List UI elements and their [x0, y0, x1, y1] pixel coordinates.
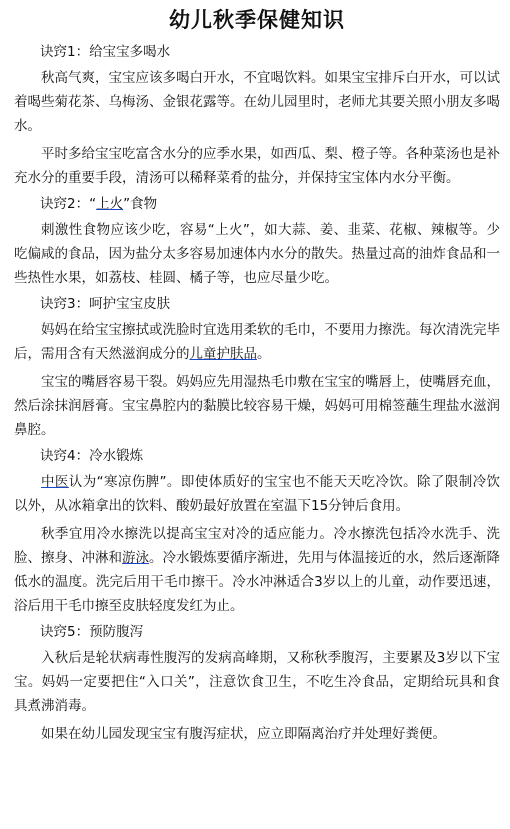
- section-4-paragraph-1: [14, 470, 500, 518]
- section-4-paragraph-2: [14, 522, 500, 618]
- heading-2-prefix: 诀窍2：“: [40, 196, 97, 212]
- section-heading-1: 诀窍1：给宝宝多喝水: [40, 44, 171, 60]
- section-4-p1-text: 认为“寒凉伤脾”。即使体质好的宝宝也不能天天吃冷饮。除了限制冷饮以外，从冰箱拿出的饮料、酸奶最好放置在室温下15分钟后食用。: [14, 474, 500, 514]
- section-3-paragraph-1: [14, 318, 500, 366]
- section-heading-5: 诀窍5：预防腹泻: [40, 624, 144, 640]
- section-heading-4: 诀窍4：冷水锻炼: [40, 448, 144, 464]
- section-4-p2-end: 。冷水锻炼要循序渐进，先用与体温接近的水，然后逐渐降低水的温度。洗完后用干毛巾擦干。冷水冲淋适合3岁以上的儿童，动作要迅速，浴后用干毛巾擦至皮肤轻度发红为止。: [14, 550, 500, 614]
- tcm-link[interactable]: 中医: [41, 474, 69, 490]
- section-1-paragraph-1: 秋高气爽，宝宝应该多喝白开水，不宜喝饮料。如果宝宝排斥白开水，可以试着喝些菊花茶、乌梅汤、金银花露等。在幼儿园里时，老师尤其要关照小朋友多喝水。: [14, 70, 500, 134]
- section-4-p2-text: 秋季宜用冷水擦洗以提高宝宝对冷的适应能力。冷水擦洗包括冷水洗手、洗脸、擦身、冲淋和: [14, 526, 500, 566]
- heading-2-suffix: ”食物: [123, 196, 158, 212]
- shanghuo-link[interactable]: 上火: [96, 196, 124, 212]
- section-3-paragraph-2: 宝宝的嘴唇容易干裂。妈妈应先用湿热毛巾敷在宝宝的嘴唇上，使嘴唇充血，然后涂抹润唇膏。宝宝鼻腔内的黏膜比较容易干燥，妈妈可用棉签蘸生理盐水滋润鼻腔。: [14, 374, 500, 438]
- section-heading-3: 诀窍3：呵护宝宝皮肤: [40, 296, 171, 312]
- section-5-paragraph-2: 如果在幼儿园发现宝宝有腹泻症状，应立即隔离治疗并处理好粪便。: [41, 726, 446, 742]
- section-5-paragraph-1: 入秋后是轮状病毒性腹泻的发病高峰期，又称秋季腹泻，主要累及3岁以下宝宝。妈妈一定要把住“入口关”，注意饮食卫生，不吃生冷食品，定期给玩具和食具煮沸消毒。: [14, 650, 500, 714]
- section-heading-2: [40, 194, 500, 214]
- section-1-paragraph-2: 平时多给宝宝吃富含水分的应季水果，如西瓜、梨、橙子等。各种菜汤也是补充水分的重要手段，清汤可以稀释菜肴的盐分，并保持宝宝体内水分平衡。: [14, 146, 500, 186]
- section-2-paragraph-1: 刺激性食物应该少吃，容易“上火”，如大蒜、姜、韭菜、花椒、辣椒等。少吃偏咸的食品，因为盐分太多容易加速体内水分的散失。热量过高的油炸食品和一些热性水果，如荔枝、桂圆、橘子等，也应尽量少吃。: [14, 222, 500, 286]
- children-skincare-link[interactable]: 儿童护肤品: [189, 346, 257, 362]
- page-title: 幼儿秋季保健知识: [169, 7, 345, 32]
- swimming-link[interactable]: 游泳: [122, 550, 149, 566]
- section-3-p1-end: 。: [257, 346, 271, 362]
- section-3-p1-text: 妈妈在给宝宝擦拭或洗脸时宜选用柔软的毛巾，不要用力擦洗。每次清洗完毕后，需用含有天然滋润成分的: [14, 322, 500, 362]
